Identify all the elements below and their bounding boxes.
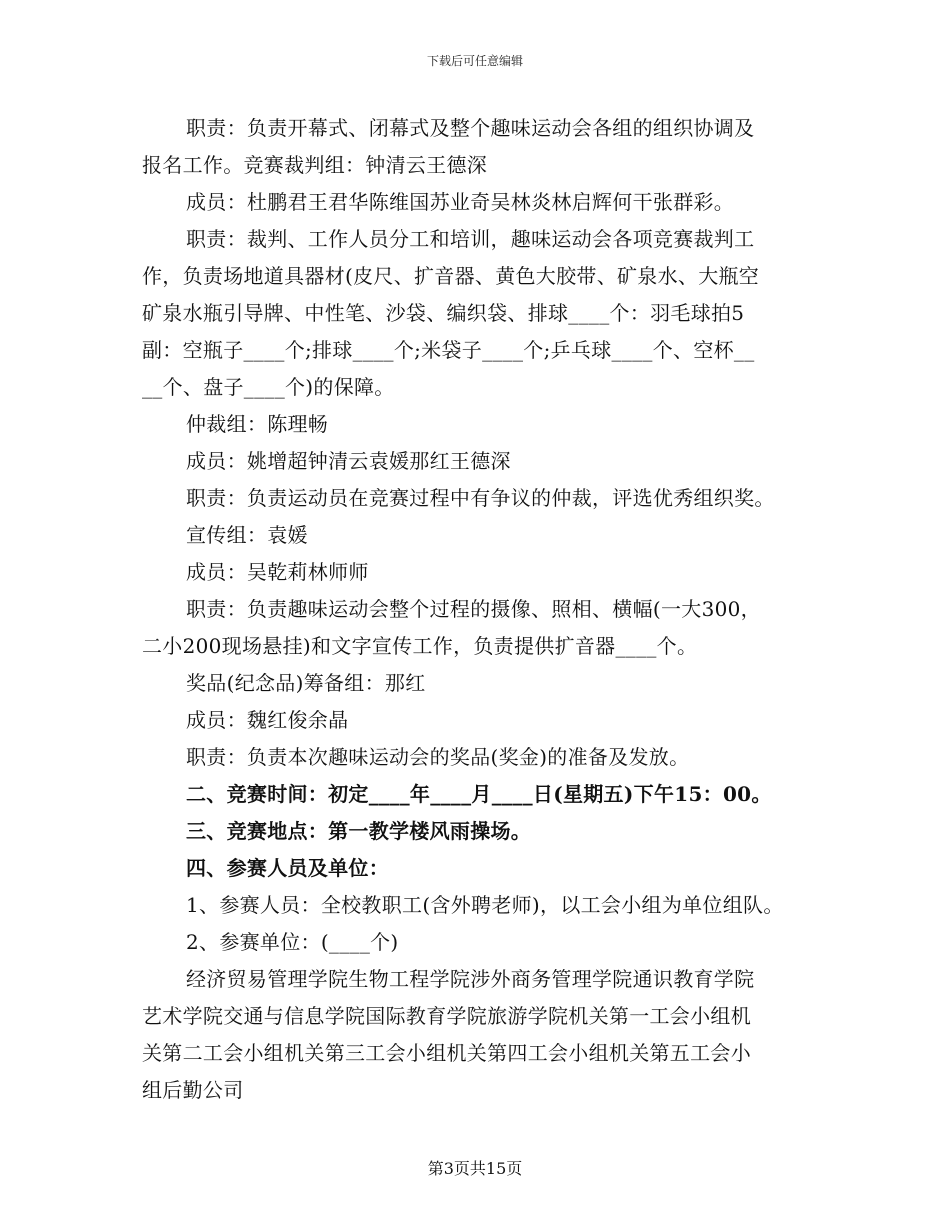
text-line: 成员：杜鹏君王君华陈维国苏业奇吴林炎林启辉何干张群彩。 (186, 190, 735, 214)
text-line: 作，负责场地道具器材(皮尺、扩音器、黄色大胶带、矿泉水、大瓶空 (142, 264, 760, 288)
text-line: 仲裁组：陈理畅 (186, 412, 329, 436)
document-body (142, 110, 812, 1109)
text-line: 宣传组：袁媛 (186, 523, 308, 547)
text-line: __个、盘子____个)的保障。 (142, 375, 395, 399)
text-line: 成员：魏红俊余晶 (186, 708, 349, 732)
text-line: 二、竞赛时间：初定____年____月____日(星期五)下午15：00。 (186, 782, 772, 806)
text-line: 艺术学院交通与信息学院国际教育学院旅游学院机关第一工会小组机 (142, 1004, 751, 1028)
text-line: 职责：负责开幕式、闭幕式及整个趣味运动会各组的组织协调及 (186, 116, 755, 140)
text-line: 三、竞赛地点：第一教学楼风雨操场。 (186, 819, 532, 843)
text-line: 组后勤公司 (142, 1078, 244, 1102)
text-line: 1、参赛人员：全校教职工(含外聘老师)，以工会小组为单位组队。 (186, 893, 784, 917)
text-line: 成员：吴乾莉林师师 (186, 560, 369, 584)
text-line: 报名工作。竞赛裁判组：钟清云王德深 (142, 153, 488, 177)
page-header-note: 下载后可任意编辑 (426, 54, 523, 68)
text-line: 2、参赛单位：(____个) (186, 930, 399, 954)
text-line: 职责：裁判、工作人员分工和培训，趣味运动会各项竞赛裁判工 (186, 227, 755, 251)
text-line: 职责：负责本次趣味运动会的奖品(奖金)的准备及发放。 (186, 745, 690, 769)
text-line: 职责：负责趣味运动会整个过程的摄像、照相、横幅(一大300， (186, 597, 761, 621)
page-number: 第3页共15页 (427, 1159, 523, 1178)
text-line: 副：空瓶子____个;排球____个;米袋子____个;乒乓球____个、空杯__ (142, 338, 755, 362)
text-line: 矿泉水瓶引导牌、中性笔、沙袋、编织袋、排球____个：羽毛球拍5 (142, 301, 745, 325)
text-line: 关第二工会小组机关第三工会小组机关第四工会小组机关第五工会小 (142, 1041, 751, 1065)
text-line: 经济贸易管理学院生物工程学院涉外商务管理学院通识教育学院 (186, 967, 755, 991)
text-line: 二小200现场悬挂)和文字宣传工作，负责提供扩音器____个。 (142, 634, 698, 658)
text-line: 奖品(纪念品)筹备组：那红 (186, 671, 426, 695)
text-line: 四、参赛人员及单位： (186, 856, 389, 880)
text-line: 成员：姚增超钟清云袁媛那红王德深 (186, 449, 511, 473)
text-line: 职责：负责运动员在竞赛过程中有争议的仲裁，评选优秀组织奖。 (186, 486, 775, 510)
